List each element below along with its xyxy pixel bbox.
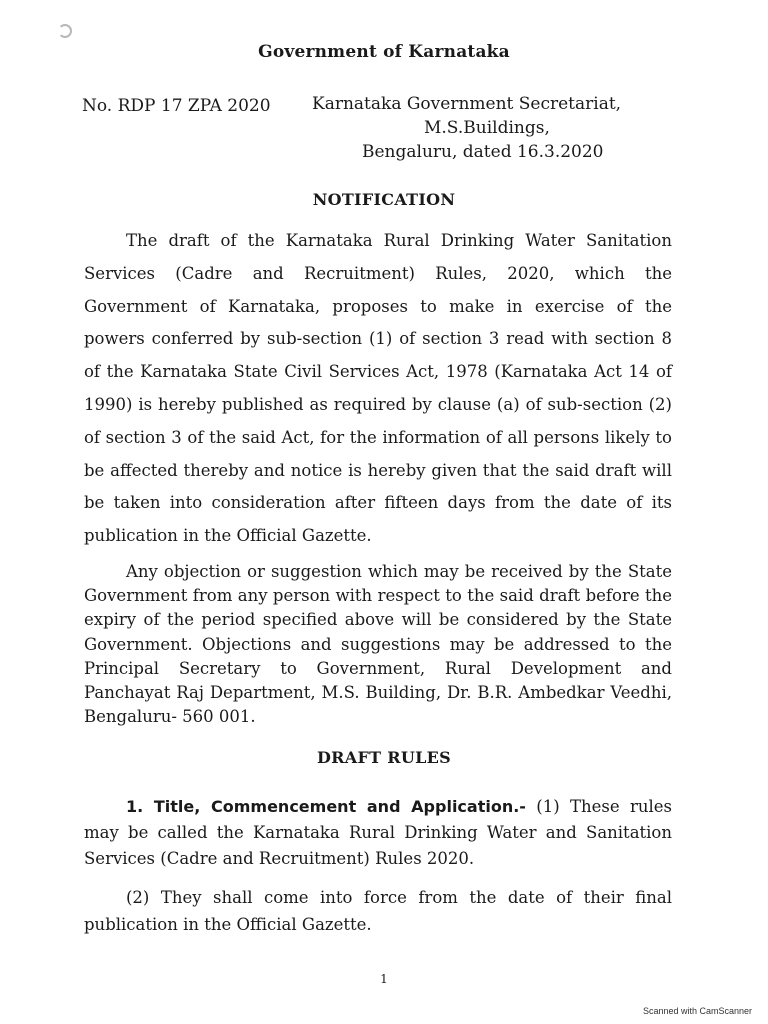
scanner-watermark: Scanned with CamScanner xyxy=(642,1006,752,1016)
issuing-address xyxy=(312,92,621,164)
rule-2-paragraph: (2) They shall come into force from the date of their final publication in the Official Gazette. xyxy=(84,888,672,934)
government-title: Government of Karnataka xyxy=(258,42,510,62)
notification-heading: NOTIFICATION xyxy=(312,190,456,209)
draft-rules-heading: DRAFT RULES xyxy=(317,748,451,767)
reference-number: No. RDP 17 ZPA 2020 xyxy=(82,96,271,116)
page-number: 1 xyxy=(380,972,388,986)
punch-hole-mark xyxy=(58,24,72,38)
address-line: Karnataka Government Secretariat, xyxy=(312,94,622,114)
notification-paragraph-1: The draft of the Karnataka Rural Drinking Water Sanitation Services (Cadre and Recruitment) Rules, 2020, which the Government of Karnataka, proposes to make in exercise of the powers conferred by sub-section (1) of section 3 read with section 8 of the Karnataka State Civil Services Act, 1978 (Karnataka Act 14 of 1990) is hereby published as required by clause (a) of sub-section (2) of section 3 of the said Act, for the information of all persons likely to be affected thereby and notice is hereby given that the said draft will be taken into consideration after fifteen days from the date of its publication in the Official Gazette. xyxy=(84,231,672,546)
rule-1-heading: 1. Title, Commencement and Application.- xyxy=(126,797,526,816)
notification-paragraph-2: Any objection or suggestion which may be received by the State Government from any person with respect to the said draft before the expiry of the period specified above will be considered by the State Government. Objections and suggestions may be addressed to the Principal Secretary to Government, Rural Development and Panchayat Raj Department, M.S. Building, Dr. B.R. Ambedkar Veedhi, Bengaluru- 560 001. xyxy=(84,562,672,727)
address-line: Bengaluru, dated 16.3.2020 xyxy=(362,142,604,162)
rule-1-paragraph xyxy=(84,794,672,872)
rule-1-text: (1) These rules may be called the Karnataka Rural Drinking Water and Sanitation Services (Cadre and Recruitment) Rules 2020. xyxy=(84,797,672,868)
address-line: M.S.Buildings, xyxy=(424,118,550,138)
